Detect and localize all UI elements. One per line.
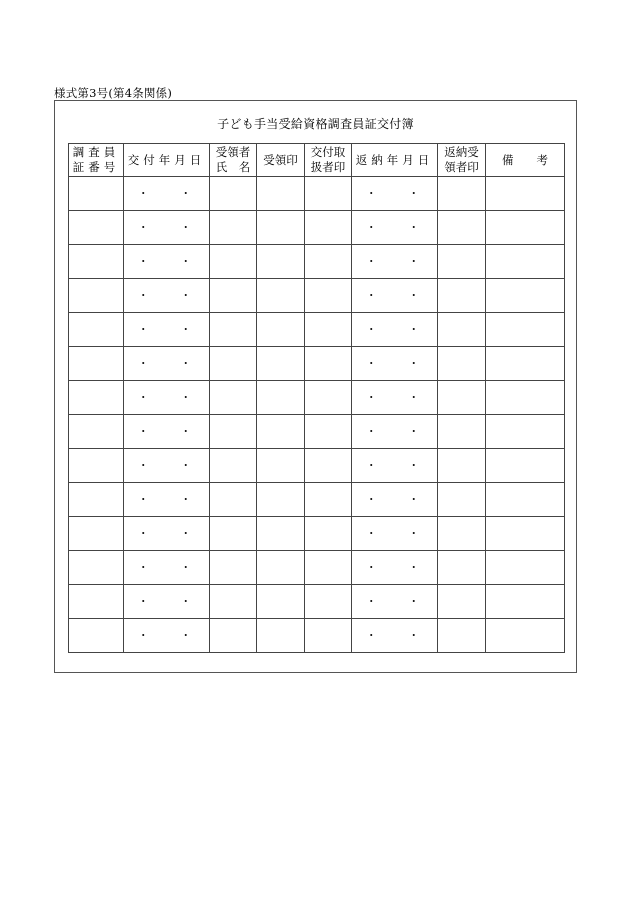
- cell-recipient-name[interactable]: [210, 211, 257, 245]
- cell-issuer-seal[interactable]: [305, 415, 352, 449]
- table-row: [69, 415, 565, 449]
- date-placeholder: ・ ・: [365, 459, 434, 472]
- cell-issuer-seal[interactable]: [305, 585, 352, 619]
- cell-return-date[interactable]: [352, 381, 438, 415]
- table-row: [69, 245, 565, 279]
- cell-cert-no[interactable]: [69, 517, 124, 551]
- cell-recipient-seal[interactable]: [257, 551, 305, 585]
- cell-issue-date[interactable]: [124, 517, 210, 551]
- table-row: [69, 517, 565, 551]
- header-cert-no: [69, 144, 124, 177]
- date-placeholder: ・ ・: [137, 425, 206, 438]
- ledger-frame: [54, 100, 577, 673]
- cell-returnee-seal[interactable]: [438, 381, 486, 415]
- header-return-date: [352, 144, 438, 177]
- ledger-title: 子ども手当受給資格調査員証交付簿: [217, 117, 414, 131]
- cell-returnee-seal[interactable]: [438, 619, 486, 653]
- cell-cert-no[interactable]: [69, 585, 124, 619]
- cell-issuer-seal[interactable]: [305, 347, 352, 381]
- cell-recipient-seal[interactable]: [257, 279, 305, 313]
- header-issue-date: [124, 144, 210, 177]
- date-placeholder: ・ ・: [137, 187, 206, 200]
- cell-remarks[interactable]: [486, 585, 565, 619]
- date-placeholder: ・ ・: [137, 391, 206, 404]
- ledger-table: [68, 143, 565, 653]
- cell-recipient-name[interactable]: [210, 313, 257, 347]
- header-label: 証番号: [72, 160, 120, 174]
- cell-recipient-seal[interactable]: [257, 313, 305, 347]
- cell-issue-date[interactable]: [124, 551, 210, 585]
- cell-recipient-name[interactable]: [210, 449, 257, 483]
- cell-recipient-seal[interactable]: [257, 381, 305, 415]
- header-label: 交付取: [310, 145, 346, 159]
- table-row: [69, 347, 565, 381]
- cell-remarks[interactable]: [486, 517, 565, 551]
- cell-cert-no[interactable]: [69, 449, 124, 483]
- cell-returnee-seal[interactable]: [438, 313, 486, 347]
- cell-cert-no[interactable]: [69, 177, 124, 211]
- cell-issuer-seal[interactable]: [305, 381, 352, 415]
- cell-remarks[interactable]: [486, 449, 565, 483]
- date-placeholder: ・ ・: [365, 221, 434, 234]
- cell-return-date[interactable]: [352, 483, 438, 517]
- date-placeholder: ・ ・: [365, 527, 434, 540]
- cell-recipient-seal[interactable]: [257, 415, 305, 449]
- cell-issuer-seal[interactable]: [305, 449, 352, 483]
- date-placeholder: ・ ・: [137, 289, 206, 302]
- cell-recipient-name[interactable]: [210, 483, 257, 517]
- cell-recipient-name[interactable]: [210, 415, 257, 449]
- header-label: 備 考: [502, 152, 548, 167]
- cell-returnee-seal[interactable]: [438, 483, 486, 517]
- table-row: [69, 279, 565, 313]
- cell-issue-date[interactable]: [124, 245, 210, 279]
- date-placeholder: ・ ・: [365, 323, 434, 336]
- cell-return-date[interactable]: [352, 245, 438, 279]
- cell-issue-date[interactable]: [124, 211, 210, 245]
- date-placeholder: ・ ・: [365, 561, 434, 574]
- cell-issue-date[interactable]: [124, 381, 210, 415]
- header-label: 扱者印: [310, 160, 346, 174]
- cell-recipient-seal[interactable]: [257, 177, 305, 211]
- date-placeholder: ・ ・: [137, 629, 206, 642]
- cell-issue-date[interactable]: [124, 619, 210, 653]
- cell-remarks[interactable]: [486, 415, 565, 449]
- cell-remarks[interactable]: [486, 619, 565, 653]
- header-label: 返納年月日: [355, 152, 434, 167]
- cell-return-date[interactable]: [352, 619, 438, 653]
- date-placeholder: ・ ・: [365, 357, 434, 370]
- cell-return-date[interactable]: [352, 517, 438, 551]
- cell-recipient-name[interactable]: [210, 245, 257, 279]
- cell-issue-date[interactable]: [124, 313, 210, 347]
- cell-issuer-seal[interactable]: [305, 279, 352, 313]
- cell-recipient-seal[interactable]: [257, 483, 305, 517]
- cell-return-date[interactable]: [352, 313, 438, 347]
- cell-remarks[interactable]: [486, 177, 565, 211]
- cell-return-date[interactable]: [352, 211, 438, 245]
- cell-cert-no[interactable]: [69, 483, 124, 517]
- cell-issue-date[interactable]: [124, 585, 210, 619]
- cell-issuer-seal[interactable]: [305, 619, 352, 653]
- header-label: 氏 名: [215, 160, 251, 174]
- cell-returnee-seal[interactable]: [438, 279, 486, 313]
- cell-cert-no[interactable]: [69, 381, 124, 415]
- cell-returnee-seal[interactable]: [438, 585, 486, 619]
- date-placeholder: ・ ・: [137, 493, 206, 506]
- cell-remarks[interactable]: [486, 381, 565, 415]
- table-row: [69, 449, 565, 483]
- cell-recipient-seal[interactable]: [257, 347, 305, 381]
- cell-recipient-seal[interactable]: [257, 585, 305, 619]
- cell-recipient-seal[interactable]: [257, 245, 305, 279]
- table-row: [69, 381, 565, 415]
- table-row: [69, 585, 565, 619]
- date-placeholder: ・ ・: [137, 221, 206, 234]
- table-row: [69, 177, 565, 211]
- cell-issuer-seal[interactable]: [305, 483, 352, 517]
- cell-returnee-seal[interactable]: [438, 347, 486, 381]
- cell-recipient-seal[interactable]: [257, 211, 305, 245]
- cell-cert-no[interactable]: [69, 551, 124, 585]
- header-issuer-seal: [305, 144, 352, 177]
- cell-cert-no[interactable]: [69, 211, 124, 245]
- cell-cert-no[interactable]: [69, 347, 124, 381]
- cell-recipient-seal[interactable]: [257, 619, 305, 653]
- date-placeholder: ・ ・: [137, 459, 206, 472]
- cell-cert-no[interactable]: [69, 313, 124, 347]
- cell-recipient-name[interactable]: [210, 279, 257, 313]
- date-placeholder: ・ ・: [137, 561, 206, 574]
- cell-issuer-seal[interactable]: [305, 211, 352, 245]
- header-recipient-seal: [257, 144, 305, 177]
- table-row: [69, 619, 565, 653]
- header-recipient-name: [210, 144, 257, 177]
- cell-return-date[interactable]: [352, 177, 438, 211]
- cell-issue-date[interactable]: [124, 177, 210, 211]
- cell-returnee-seal[interactable]: [438, 177, 486, 211]
- cell-recipient-name[interactable]: [210, 177, 257, 211]
- cell-issue-date[interactable]: [124, 483, 210, 517]
- date-placeholder: ・ ・: [137, 357, 206, 370]
- cell-issuer-seal[interactable]: [305, 551, 352, 585]
- cell-remarks[interactable]: [486, 551, 565, 585]
- cell-cert-no[interactable]: [69, 415, 124, 449]
- cell-recipient-name[interactable]: [210, 381, 257, 415]
- date-placeholder: ・ ・: [365, 255, 434, 268]
- cell-issuer-seal[interactable]: [305, 517, 352, 551]
- date-placeholder: ・ ・: [365, 289, 434, 302]
- header-label: 交付年月日: [127, 152, 206, 167]
- cell-remarks[interactable]: [486, 347, 565, 381]
- cell-return-date[interactable]: [352, 415, 438, 449]
- date-placeholder: ・ ・: [137, 595, 206, 608]
- cell-recipient-name[interactable]: [210, 585, 257, 619]
- cell-issue-date[interactable]: [124, 415, 210, 449]
- date-placeholder: ・ ・: [137, 255, 206, 268]
- header-returnee-seal: [438, 144, 486, 177]
- cell-cert-no[interactable]: [69, 279, 124, 313]
- cell-recipient-seal[interactable]: [257, 449, 305, 483]
- cell-remarks[interactable]: [486, 211, 565, 245]
- cell-recipient-name[interactable]: [210, 347, 257, 381]
- date-placeholder: ・ ・: [365, 187, 434, 200]
- header-label: 領者印: [444, 160, 479, 174]
- cell-cert-no[interactable]: [69, 245, 124, 279]
- date-placeholder: ・ ・: [365, 391, 434, 404]
- cell-remarks[interactable]: [486, 483, 565, 517]
- cell-recipient-name[interactable]: [210, 517, 257, 551]
- cell-remarks[interactable]: [486, 279, 565, 313]
- cell-issuer-seal[interactable]: [305, 313, 352, 347]
- cell-issue-date[interactable]: [124, 347, 210, 381]
- header-label: 返納受: [444, 145, 479, 159]
- cell-cert-no[interactable]: [69, 619, 124, 653]
- date-placeholder: ・ ・: [365, 493, 434, 506]
- header-label: 受領印: [263, 152, 298, 167]
- cell-recipient-name[interactable]: [210, 551, 257, 585]
- cell-remarks[interactable]: [486, 313, 565, 347]
- cell-return-date[interactable]: [352, 585, 438, 619]
- header-label: 調査員: [72, 145, 120, 159]
- cell-issue-date[interactable]: [124, 279, 210, 313]
- cell-recipient-name[interactable]: [210, 619, 257, 653]
- date-placeholder: ・ ・: [137, 323, 206, 336]
- table-row: [69, 483, 565, 517]
- cell-issuer-seal[interactable]: [305, 245, 352, 279]
- cell-recipient-seal[interactable]: [257, 517, 305, 551]
- date-placeholder: ・ ・: [137, 527, 206, 540]
- form-number-label: 様式第3号(第4条関係): [54, 86, 173, 100]
- cell-returnee-seal[interactable]: [438, 449, 486, 483]
- cell-return-date[interactable]: [352, 347, 438, 381]
- cell-return-date[interactable]: [352, 551, 438, 585]
- header-remarks: [486, 144, 565, 177]
- cell-returnee-seal[interactable]: [438, 211, 486, 245]
- cell-issuer-seal[interactable]: [305, 177, 352, 211]
- cell-return-date[interactable]: [352, 449, 438, 483]
- cell-remarks[interactable]: [486, 245, 565, 279]
- table-row: [69, 211, 565, 245]
- cell-return-date[interactable]: [352, 279, 438, 313]
- date-placeholder: ・ ・: [365, 425, 434, 438]
- header-row: [69, 144, 565, 177]
- table-row: [69, 313, 565, 347]
- cell-returnee-seal[interactable]: [438, 517, 486, 551]
- cell-returnee-seal[interactable]: [438, 415, 486, 449]
- cell-issue-date[interactable]: [124, 449, 210, 483]
- ledger-body: [69, 177, 565, 653]
- cell-returnee-seal[interactable]: [438, 245, 486, 279]
- table-row: [69, 551, 565, 585]
- date-placeholder: ・ ・: [365, 629, 434, 642]
- cell-returnee-seal[interactable]: [438, 551, 486, 585]
- header-label: 受領者: [215, 145, 251, 159]
- date-placeholder: ・ ・: [365, 595, 434, 608]
